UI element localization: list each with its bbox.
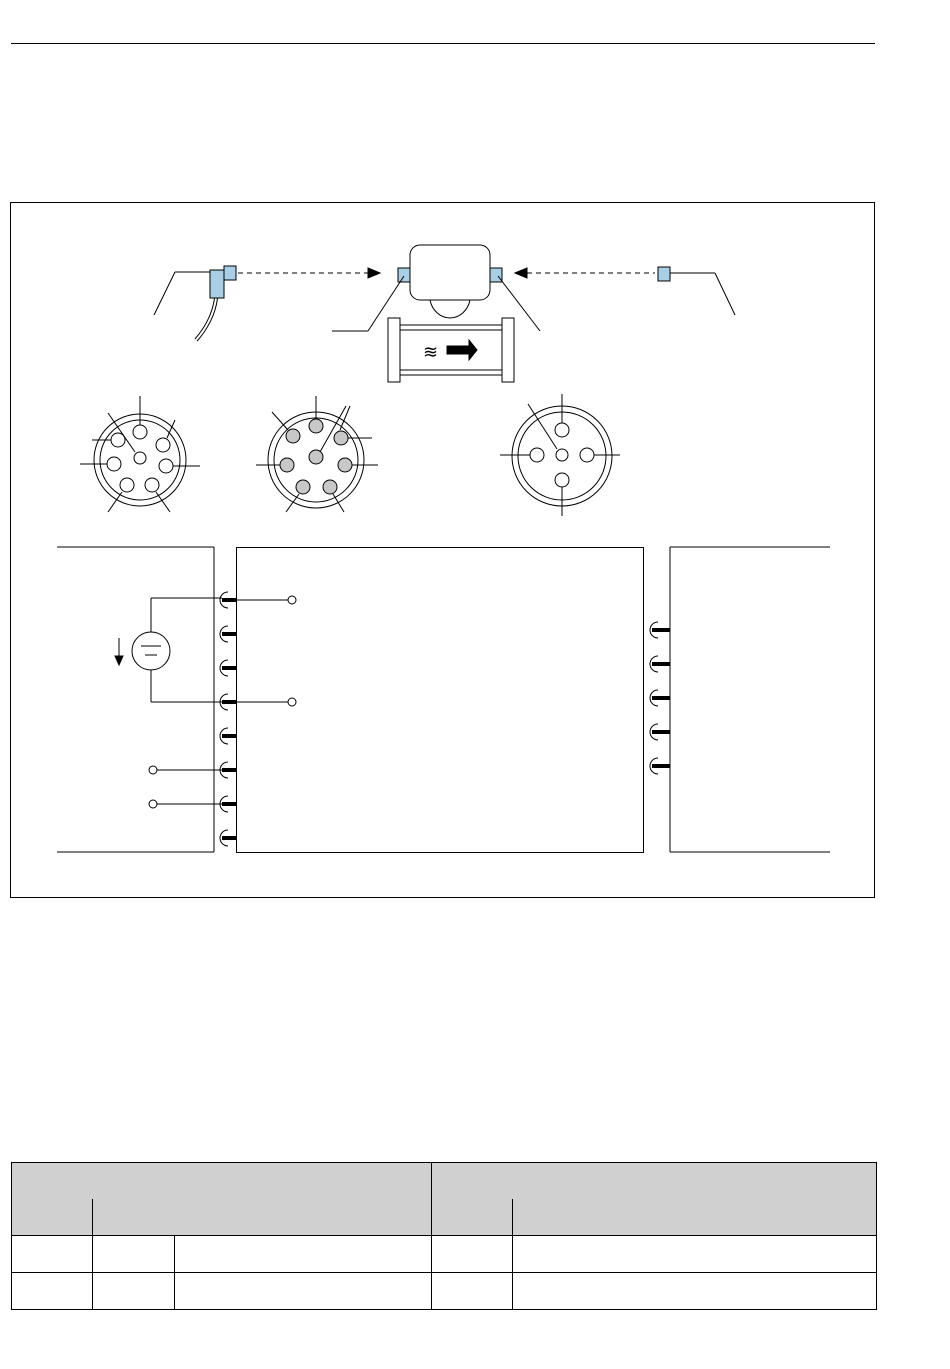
table-header-right <box>432 1163 877 1200</box>
table-row <box>12 1273 877 1310</box>
table-cell <box>93 1236 175 1273</box>
plug-face-8pin <box>256 396 378 512</box>
figure-frame <box>11 203 875 898</box>
table-cell <box>432 1236 513 1273</box>
plug-face-4pin <box>500 394 620 516</box>
table-subheader-2 <box>93 1199 432 1236</box>
table-header-left <box>12 1163 432 1200</box>
right-terminals <box>650 622 670 774</box>
table-subheader-4 <box>513 1199 877 1236</box>
table-cell <box>93 1273 175 1310</box>
internal-wires <box>236 596 296 706</box>
left-terminals <box>220 592 236 846</box>
table-subheader-1 <box>12 1199 93 1236</box>
output-block <box>670 547 830 852</box>
cable-connector-left <box>154 266 236 340</box>
plug-face-6pin <box>80 396 200 512</box>
transmitter-block <box>237 548 644 853</box>
table-cell <box>175 1273 432 1310</box>
cable-connector-right <box>658 267 735 315</box>
flow-symbol: ≋ <box>423 342 439 363</box>
table-cell <box>513 1273 877 1310</box>
table-cell <box>12 1273 93 1310</box>
table-subheader-3 <box>432 1199 513 1236</box>
table-row <box>12 1236 877 1273</box>
power-supply-block <box>57 547 214 852</box>
table-cell <box>513 1236 877 1273</box>
table-cell <box>432 1273 513 1310</box>
specification-table <box>11 1162 877 1310</box>
table-cell <box>12 1236 93 1273</box>
signal-wires <box>149 766 222 808</box>
table-cell <box>175 1236 432 1273</box>
dc-supply <box>115 598 222 702</box>
